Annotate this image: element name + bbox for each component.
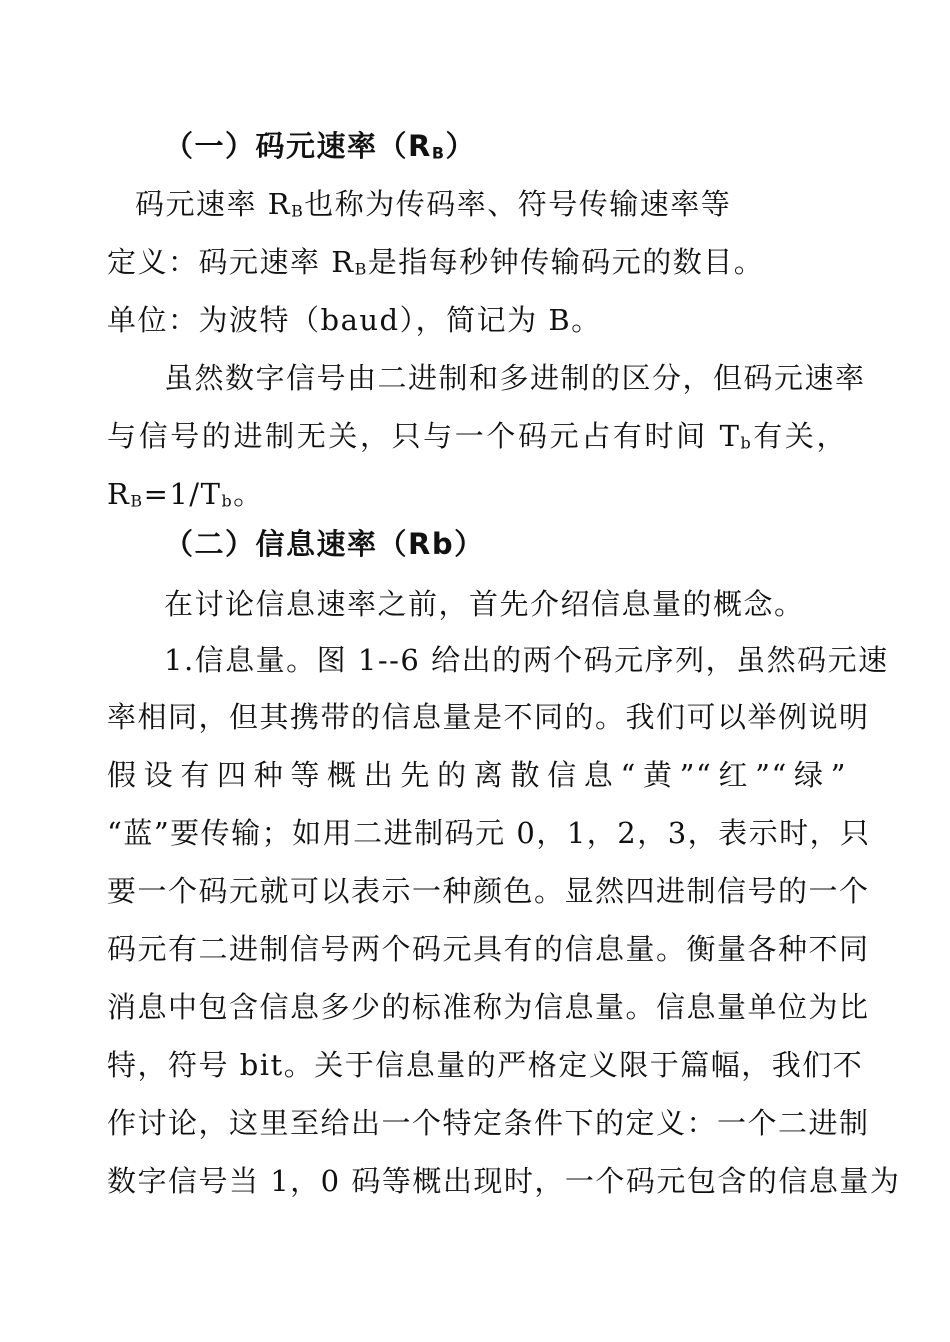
formula-end: 。 (233, 477, 264, 511)
body-line: “蓝”要传输；如用二进制码元 0，1，2，3，表示时，只 (107, 816, 871, 850)
body-line: 1.信息量。图 1--6 给出的两个码元序列，虽然码元速 (164, 643, 889, 677)
body-line: 数字信号当 1，0 码等概出现时，一个码元包含的信息量为 (107, 1164, 901, 1198)
intro-subscript: B (291, 201, 305, 221)
heading-text: （一）码元速率（R (164, 129, 432, 163)
formula-subscript-b: B (130, 491, 144, 511)
body-line: 特，符号 bit。关于信息量的严格定义限于篇幅，我们不 (107, 1048, 864, 1082)
paragraph-relation-line-2 (107, 416, 847, 463)
definition-subscript: B (354, 259, 368, 279)
paragraph-relation-formula (107, 474, 847, 521)
paragraph-unit: 单位：为波特（baud），简记为 B。 (107, 303, 602, 337)
formula-r: R (107, 477, 131, 511)
section-heading-information-rate: （二）信息速率（Rb） (164, 527, 485, 561)
formula-subscript-t: b (221, 491, 234, 511)
definition-text-end: 是指每秒钟传输码元的数目。 (367, 245, 765, 279)
body-line: 假设有四种等概出先的离散信息“黄”“红”“绿” (107, 758, 847, 792)
body-line: 消息中包含信息多少的标准称为信息量。信息量单位为比 (107, 990, 870, 1024)
intro-text-end: 也称为传码率、符号传输速率等 (304, 187, 732, 221)
relation-text: 与信号的进制无关，只与一个码元占有时间 T (107, 419, 741, 453)
body-line: 要一个码元就可以表示一种颜色。显然四进制信号的一个 (107, 874, 870, 908)
paragraph-info-intro: 在讨论信息速率之前，首先介绍信息量的概念。 (164, 587, 805, 621)
body-line: 率相同，但其携带的信息量是不同的。我们可以举例说明 (107, 700, 870, 734)
paragraph-relation-line-1: 虽然数字信号由二进制和多进制的区分，但码元速率 (164, 361, 866, 395)
relation-text-end: 有关， (752, 419, 847, 453)
formula-equals: =1/T (143, 477, 222, 511)
paragraph-definition (107, 242, 847, 289)
intro-text: 码元速率 R (135, 187, 292, 221)
definition-text: 定义：码元速率 R (107, 245, 355, 279)
section-heading-symbol-rate (164, 126, 847, 173)
body-line: 码元有二进制信号两个码元具有的信息量。衡量各种不同 (107, 932, 870, 966)
paragraph-intro (135, 184, 875, 231)
relation-subscript: b (740, 433, 753, 453)
heading-text-end: ） (445, 129, 477, 163)
heading-subscript: B (431, 143, 446, 163)
body-line: 作讨论，这里至给出一个特定条件下的定义：一个二进制 (107, 1106, 870, 1140)
